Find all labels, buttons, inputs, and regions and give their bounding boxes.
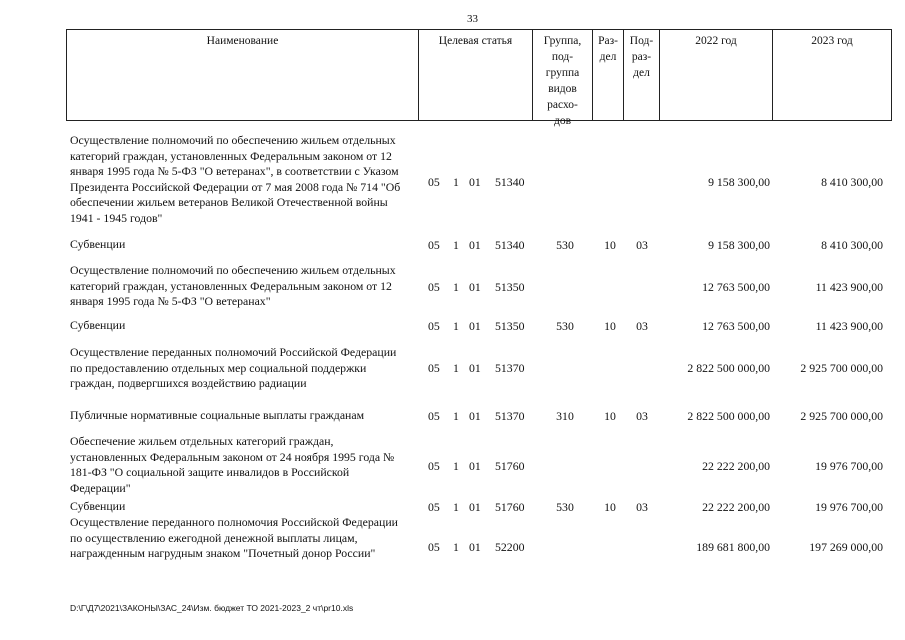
target-program: 05: [428, 361, 440, 375]
amount-2023: 19 976 700,00: [815, 500, 883, 514]
target-subprogram: 1: [453, 459, 459, 473]
target-direction: 51370: [495, 361, 525, 375]
target-event: 01: [469, 280, 481, 294]
row-name: Субвенции: [70, 499, 126, 513]
section: 10: [604, 500, 616, 514]
expense-group: 530: [556, 238, 574, 252]
target-program: 05: [428, 409, 440, 423]
target-event: 01: [469, 540, 481, 554]
row-name: Осуществление полномочий по обеспечению жильем отдельных категорий граждан, установленных Федеральным законом от 12 января 1995 года № 5-ФЗ "О ветеранах", в соответствии с Указом Президента Российской Федерации от 7 мая 2008 года № 714 "Об обеспечении жильем ветеранов Великой Отечественной войны 1941 - 1945 годов": [70, 133, 401, 225]
row-name: Осуществление полномочий по обеспечению жильем отдельных категорий граждан, установленных Федеральным законом от 12 января 1995 года № 5-ФЗ "О ветеранах": [70, 263, 396, 309]
target-event: 01: [469, 409, 481, 423]
header-expense-group: Группа, под- группа видов расхо- дов: [543, 35, 582, 127]
target-subprogram: 1: [453, 280, 459, 294]
row-name: Субвенции: [70, 318, 126, 332]
subsection: 03: [636, 319, 648, 333]
amount-2023: 19 976 700,00: [815, 459, 883, 473]
section: 10: [604, 319, 616, 333]
subsection: 03: [636, 409, 648, 423]
header-target-article: Целевая статья: [438, 35, 513, 47]
row-name: Субвенции: [70, 237, 126, 251]
target-subprogram: 1: [453, 500, 459, 514]
amount-2023: 197 269 000,00: [809, 540, 883, 554]
expense-group: 530: [556, 500, 574, 514]
subsection: 03: [636, 500, 648, 514]
header-name: Наименование: [206, 35, 279, 47]
amount-2023: 11 423 900,00: [815, 319, 883, 333]
row-name: Обеспечение жильем отдельных категорий граждан, установленных Федеральным законом от 24 ноября 1995 года № 181-ФЗ "О социальной защите инвалидов в Российской Федерации": [70, 434, 395, 495]
target-event: 01: [469, 500, 481, 514]
target-event: 01: [469, 175, 481, 189]
target-program: 05: [428, 540, 440, 554]
header-subsection: Под- раз- дел: [629, 35, 654, 79]
header-section: Раз- дел: [598, 35, 618, 63]
target-program: 05: [428, 280, 440, 294]
subsection: 03: [636, 238, 648, 252]
target-event: 01: [469, 319, 481, 333]
amount-2022: 189 681 800,00: [696, 540, 770, 554]
amount-2023: 11 423 900,00: [815, 280, 883, 294]
amount-2023: 2 925 700 000,00: [800, 409, 883, 423]
amount-2022: 22 222 200,00: [702, 459, 770, 473]
row-name: Публичные нормативные социальные выплаты гражданам: [70, 408, 365, 422]
amount-2022: 2 822 500 000,00: [687, 409, 770, 423]
row-name: Осуществление переданных полномочий Российской Федерации по предоставлению отдельных мер социальной поддержки граждан, подвергшихся воздействию радиации: [70, 345, 397, 391]
target-program: 05: [428, 238, 440, 252]
amount-2023: 8 410 300,00: [821, 238, 883, 252]
target-event: 01: [469, 238, 481, 252]
target-direction: 51350: [495, 280, 525, 294]
section: 10: [604, 409, 616, 423]
target-direction: 52200: [495, 540, 525, 554]
amount-2022: 2 822 500 000,00: [687, 361, 770, 375]
target-direction: 51350: [495, 319, 525, 333]
target-event: 01: [469, 459, 481, 473]
target-program: 05: [428, 459, 440, 473]
target-direction: 51760: [495, 500, 525, 514]
amount-2023: 2 925 700 000,00: [800, 361, 883, 375]
amount-2023: 8 410 300,00: [821, 175, 883, 189]
target-subprogram: 1: [453, 238, 459, 252]
target-subprogram: 1: [453, 319, 459, 333]
target-subprogram: 1: [453, 361, 459, 375]
amount-2022: 12 763 500,00: [702, 319, 770, 333]
target-subprogram: 1: [453, 540, 459, 554]
amount-2022: 9 158 300,00: [708, 238, 770, 252]
expense-group: 310: [556, 409, 574, 423]
table-header: [66, 29, 892, 127]
header-year-2023: 2023 год: [811, 35, 853, 47]
target-program: 05: [428, 175, 440, 189]
footer-file-path: D:\Г\Д7\2021\ЗАКОНЫ\ЗАС_24\Изм. бюджет ТО 2021-2023_2 чт\pr10.xls: [70, 603, 354, 613]
target-program: 05: [428, 500, 440, 514]
expense-group: 530: [556, 319, 574, 333]
amount-2022: 9 158 300,00: [708, 175, 770, 189]
target-program: 05: [428, 319, 440, 333]
page-number: 33: [467, 13, 478, 25]
target-direction: 51760: [495, 459, 525, 473]
target-event: 01: [469, 361, 481, 375]
target-direction: 51340: [495, 238, 525, 252]
row-name: Осуществление переданного полномочия Российской Федерации по осуществлению ежегодной денежной выплаты лицам, награжденным нагрудным знаком "Почетный донор России": [70, 515, 398, 561]
amount-2022: 22 222 200,00: [702, 500, 770, 514]
amount-2022: 12 763 500,00: [702, 280, 770, 294]
target-direction: 51370: [495, 409, 525, 423]
section: 10: [604, 238, 616, 252]
target-direction: 51340: [495, 175, 525, 189]
target-subprogram: 1: [453, 175, 459, 189]
header-year-2022: 2022 год: [695, 35, 737, 47]
target-subprogram: 1: [453, 409, 459, 423]
